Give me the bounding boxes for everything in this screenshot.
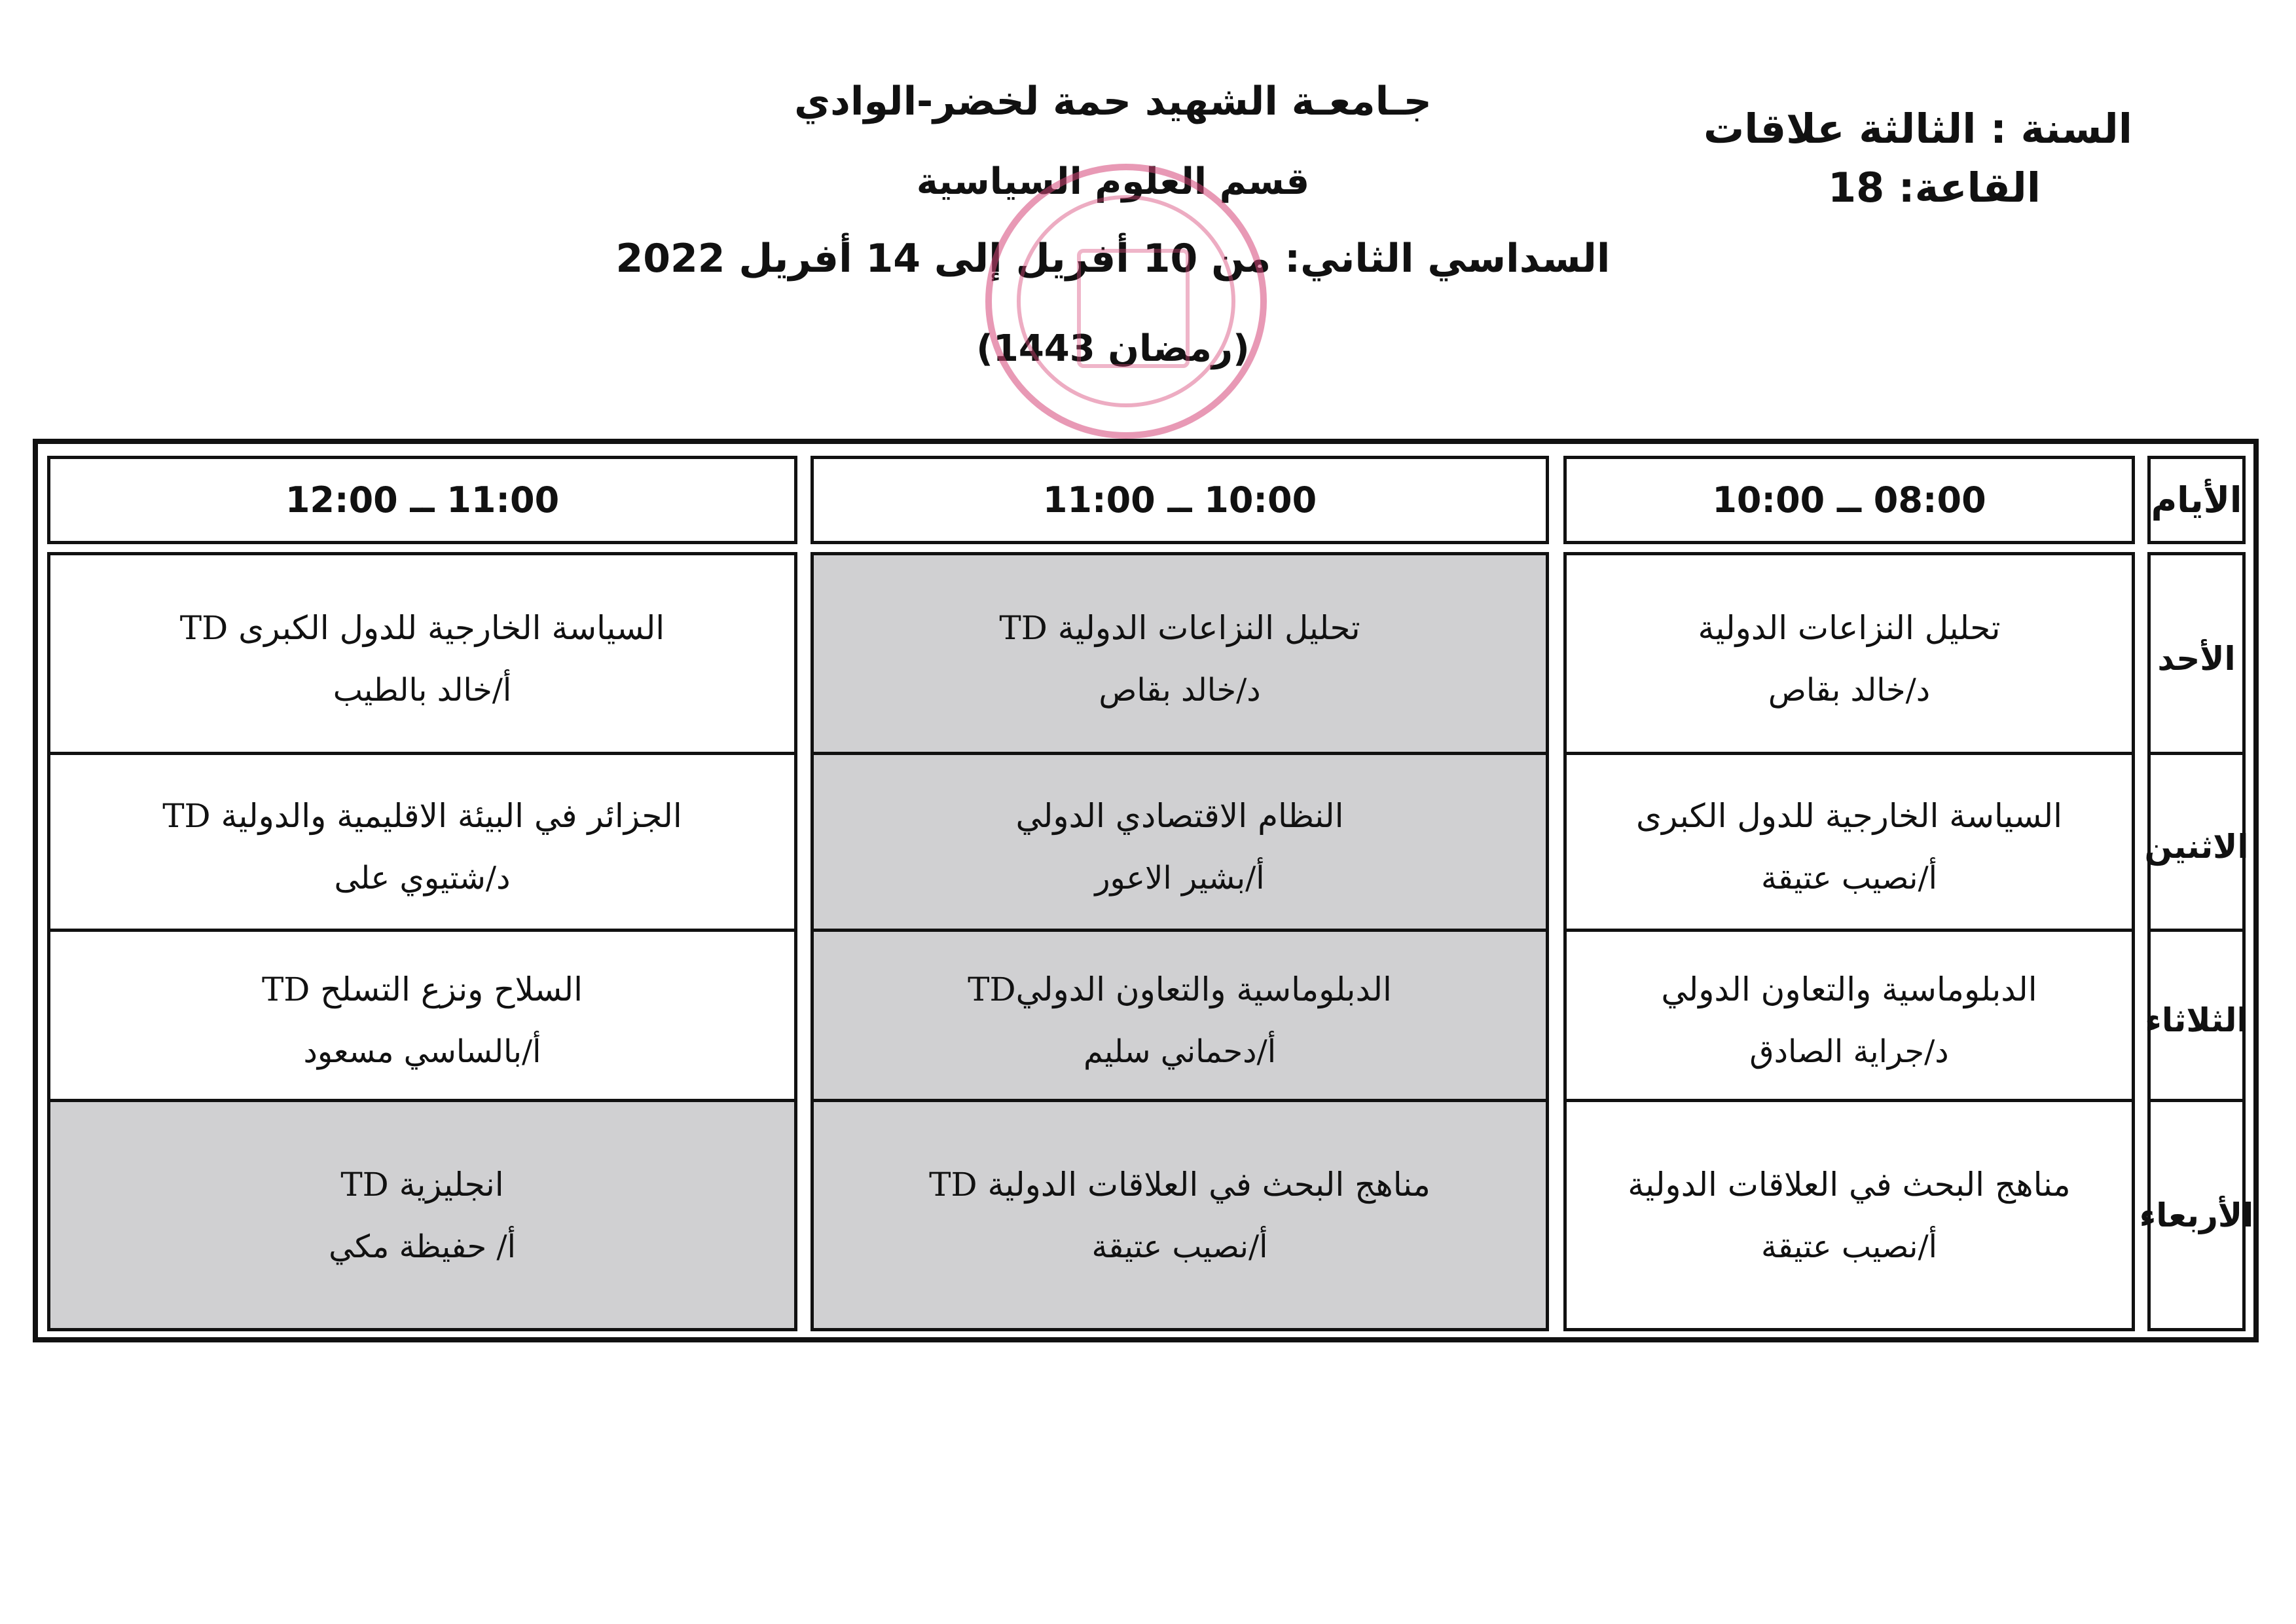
- day-sunday: الأحد: [2147, 552, 2246, 765]
- course-name: الجزائر في البيئة الاقليمية والدولية TD: [162, 797, 682, 835]
- course-name: تحليل النزاعات الدولية TD: [999, 608, 1360, 647]
- university-name: جـامعـة الشهيد حمة لخضر-الوادي: [794, 79, 1432, 124]
- day-wednesday: الأربعاء: [2147, 1099, 2246, 1331]
- course-name: السياسة الخارجية للدول الكبرى TD: [179, 608, 665, 647]
- timetable-cell: [47, 929, 797, 1112]
- teacher-name: د/خالد بقاص: [1099, 671, 1261, 709]
- course-name: السياسة الخارجية للدول الكبرى: [1635, 797, 2063, 835]
- timetable-cell: [1563, 929, 2135, 1112]
- day-tuesday: الثلاثاء: [2147, 929, 2246, 1112]
- course-name: السلاح ونزع التسلح TD: [261, 970, 583, 1008]
- timetable-cell: [1563, 552, 2135, 765]
- time-slot-2: 10:00 ــ 11:00: [811, 456, 1549, 544]
- teacher-name: أ/نصيب عتيقة: [1091, 1228, 1268, 1265]
- teacher-name: أ/بالساسي مسعود: [303, 1033, 541, 1070]
- day-monday: الاثنين: [2147, 752, 2246, 942]
- timetable: [33, 439, 2259, 1342]
- study-year: السنة : الثالثة علاقات: [1704, 105, 2132, 153]
- timetable-cell: [1563, 1099, 2135, 1331]
- semester-dates: السداسي الثاني: من 10 أفريل إلى 14 أفريل 2022: [615, 236, 1611, 282]
- timetable-cell: [811, 552, 1549, 765]
- timetable-cell: [1563, 752, 2135, 942]
- course-name: تحليل النزاعات الدولية: [1698, 608, 2001, 647]
- ramadan-note: (رمضان 1443): [976, 327, 1250, 370]
- official-stamp-icon: [985, 164, 1267, 439]
- time-slot-3: 11:00 ــ 12:00: [47, 456, 797, 544]
- teacher-name: أ/نصيب عتيقة: [1761, 1228, 1937, 1265]
- timetable-cell: [811, 1099, 1549, 1331]
- timetable-cell: [47, 552, 797, 765]
- timetable-cell: [47, 752, 797, 942]
- room-number: القاعة: 18: [1827, 164, 2041, 212]
- teacher-name: أ/خالد بالطيب: [333, 671, 512, 709]
- course-name: النظام الاقتصادي الدولي: [1015, 797, 1344, 835]
- course-name: مناهج البحث في العلاقات الدولية TD: [929, 1165, 1430, 1204]
- timetable-cell: [811, 752, 1549, 942]
- course-name: انجليزية TD: [340, 1165, 504, 1204]
- teacher-name: أ/نصيب عتيقة: [1761, 860, 1937, 896]
- course-name: مناهج البحث في العلاقات الدولية: [1628, 1165, 2071, 1204]
- teacher-name: أ/دحماني سليم: [1083, 1033, 1277, 1070]
- timetable-cell: [811, 929, 1549, 1112]
- course-name: الدبلوماسية والتعاون الدولي: [1661, 970, 2037, 1008]
- timetable-cell: [47, 1099, 797, 1331]
- course-name: الدبلوماسية والتعاون الدوليTD: [968, 970, 1392, 1008]
- teacher-name: أ/ حفيظة مكي: [329, 1228, 516, 1265]
- teacher-name: د/شتيوي على: [334, 860, 511, 896]
- teacher-name: د/جراية الصادق: [1749, 1033, 1949, 1070]
- days-header: الأيام: [2147, 456, 2246, 544]
- teacher-name: د/خالد بقاص: [1768, 671, 1931, 709]
- department-name: قسم العلوم السياسية: [916, 160, 1310, 203]
- teacher-name: أ/بشير الاعور: [1095, 860, 1265, 896]
- time-slot-1: 08:00 ــ 10:00: [1563, 456, 2135, 544]
